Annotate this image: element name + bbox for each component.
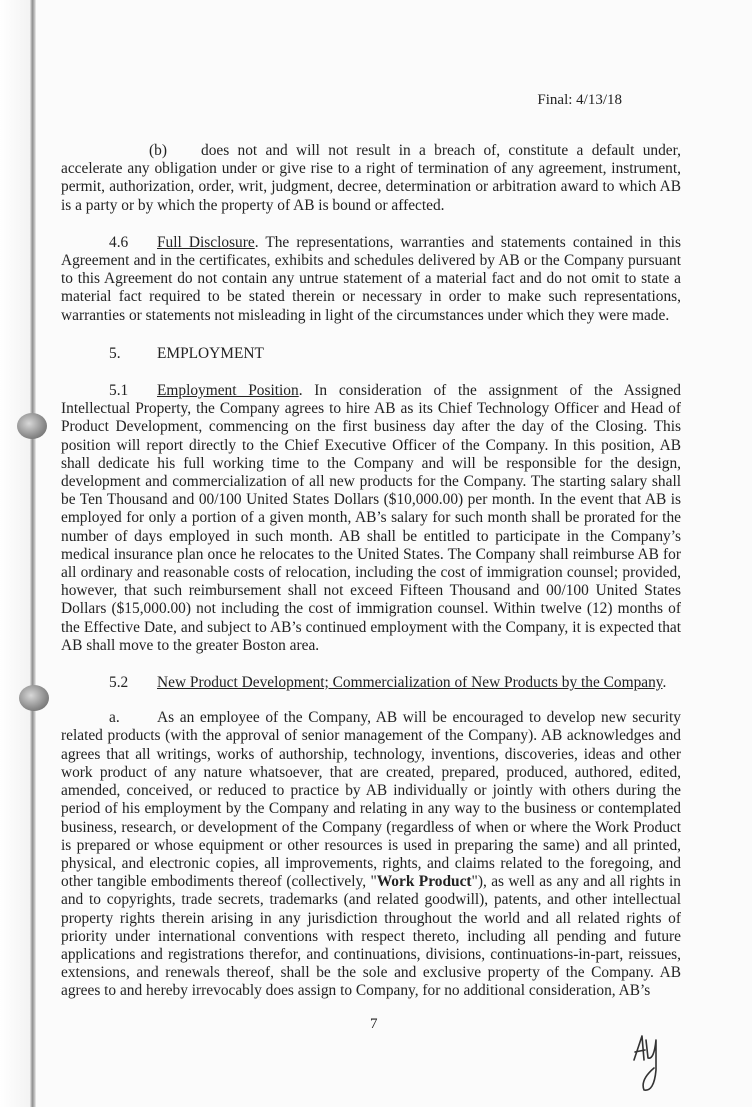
section-text: . The representations, warranties and statements contained in this Agreement and in the certificates, exhibits and schedules delivered by AB or the Company pursuant to this Agreement do not contain any untrue statement of a material fact and do not omit to state a material fact required to be stated therein or necessary in order to make such representations, warranties or statements not misleading in light of the circumstances under which they were made. <box>61 233 682 324</box>
clause-number: (b) <box>149 142 167 159</box>
document-body <box>61 128 681 1001</box>
section-title: Full Disclosure <box>157 233 255 251</box>
defined-term: Work Product <box>376 873 472 891</box>
section-title: New Product Development; Commercialization of New Products by the Company <box>157 674 663 692</box>
section-title: Employment Position <box>157 382 299 400</box>
clause-text: does not and will not result in a breach of, constitute a default under, accelerate any obligation under or give rise to a right of termination of any agreement, instrument, permit, authorization, order, writ, judgment, decree, determination or arbitration award to which AB is a party or by which the property of AB is bound or affected. <box>61 142 681 214</box>
handwritten-initials-icon <box>630 1030 664 1094</box>
binder-clip-icon <box>19 685 49 711</box>
page-number: 7 <box>370 1016 378 1032</box>
section-5-1 <box>61 382 681 655</box>
binding-edge <box>30 0 36 1107</box>
subsection-text-continued: "), as well as any and all rights in and to copyrights, trade secrets, trademarks (and related goodwill), patents, and other intellectual property rights therein arising in any jurisdiction throughout the world and all related rights of priority under international conventions with respect thereto, including all pending and future applications and registrations therefor, and continuations, divisions, continuations-in-part, reissues, extensions, and renewals thereof, shall be the sole and exclusive property of the Company. AB agrees to and hereby irrevocably does assign to Company, for no additional consideration, AB’s <box>61 873 681 1000</box>
section-number: 5.2 <box>109 674 129 692</box>
section-number: 4.6 <box>109 233 129 251</box>
subsection-text: As an employee of the Company, AB will be encouraged to develop new security related products (with the approval of senior management of the Company). AB acknowledges and agrees that all writings, works of authorship, technology, inventions, discoveries, ideas and other work product of any nature whatsoever, that are created, prepared, produced, authored, edited, amended, conceived, or reduced to practice by AB individually or jointly with others during the period of his employment by the Company and relating in any way to the business or contemplated business, research, or development of the Company (regardless of when or where the Work Product is prepared or whose equipment or other resources is used in preparing the same) and all printed, physical, and electronic copies, all improvements, rights, and claims related to the foregoing, and other tangible embodiments thereof (collectively, " <box>61 709 681 891</box>
section-title: EMPLOYMENT <box>157 344 264 362</box>
clause-b <box>61 142 681 215</box>
section-5-2 <box>61 674 681 692</box>
scan-margin <box>0 0 30 1107</box>
binder-clip-icon <box>17 413 47 439</box>
draft-date-header: Final: 4/13/18 <box>537 92 622 108</box>
subsection-number: a. <box>109 709 120 727</box>
section-suffix: . <box>662 674 667 692</box>
section-5-2-a <box>61 709 681 1000</box>
section-number: 5.1 <box>109 382 129 400</box>
section-5-heading <box>61 345 681 363</box>
section-text: . In consideration of the assignment of the Assigned Intellectual Property, the Company agrees to hire AB as its Chief Technology Officer and Head of Product Development, commencing on the first business day after the day of the Closing. This position will report directly to the Chief Executive Officer of the Company. In this position, AB shall dedicate his full working time to the Company and will be responsible for the design, development and commercialization of all new products for the Company. The starting salary shall be Ten Thousand and 00/100 United States Dollars ($10,000.00) per month. In the event that AB is employed for only a portion of a given month, AB’s salary for such month shall be prorated for the number of days employed in such month. AB shall be entitled to participate in the Company’s medical insurance plan once he relocates to the United States. The Company shall reimburse AB for all ordinary and reasonable costs of relocation, including the cost of immigration counsel; provided, however, that such reimbursement shall not exceed Fifteen Thousand and 00/100 United States Dollars ($15,000.00) not including the cost of immigration counsel. Within twelve (12) months of the Effective Date, and subject to AB’s continued employment with the Company, it is expected that AB shall move to the greater Boston area. <box>61 382 681 654</box>
section-number: 5. <box>109 344 121 362</box>
section-4-6 <box>61 234 681 325</box>
